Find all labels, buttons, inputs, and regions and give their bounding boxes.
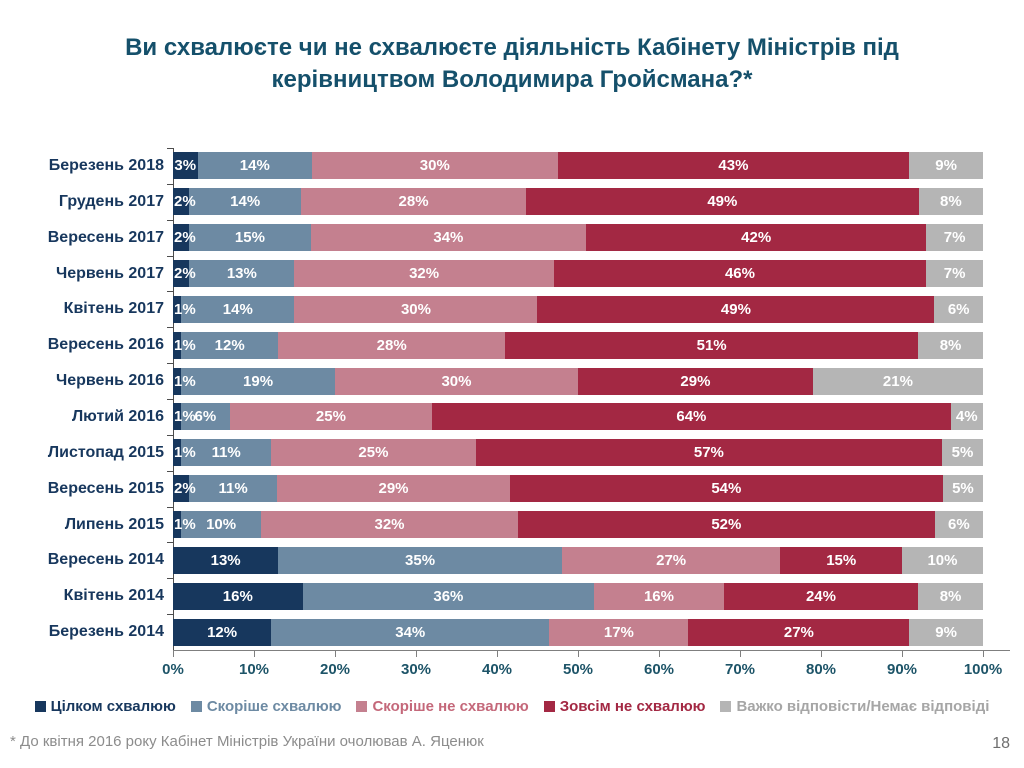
segment-value-label: 8% [939, 587, 962, 605]
legend-item [720, 698, 989, 715]
legend-item [191, 698, 342, 715]
legend-label: Важко відповісти/Немає відповіді [736, 698, 990, 715]
segment-value-label: 32% [409, 265, 440, 282]
bar-segment [173, 188, 196, 215]
bar-row [10, 148, 983, 184]
segment-value-label: 15% [826, 551, 857, 569]
axis-tick [416, 651, 417, 657]
segment-value-label: 1% [174, 444, 196, 462]
axis-tick [902, 651, 903, 657]
bar-segment [432, 403, 950, 430]
bar-chart-rows [10, 148, 983, 650]
segment-value-label: 2% [174, 229, 196, 247]
category-label: Березень 2018 [48, 156, 164, 174]
segment-value-label: 19% [243, 372, 274, 390]
segment-value-label: 14% [239, 157, 270, 175]
bar-track [173, 332, 983, 359]
bar-segment [173, 296, 196, 323]
segment-value-label: 6% [194, 408, 217, 426]
segment-value-label: 32% [374, 516, 405, 534]
segment-value-label: 1% [174, 336, 196, 354]
segment-value-label: 9% [935, 623, 957, 641]
axis-tick [983, 651, 984, 657]
segment-value-label: 29% [378, 480, 409, 498]
bar-track [173, 439, 983, 466]
legend-label: Зовсім не схвалюю [559, 698, 706, 715]
bar-segment [311, 224, 586, 251]
segment-value-label: 1% [174, 408, 196, 426]
bar-segment [301, 188, 526, 215]
bar-row [10, 184, 983, 220]
bar-segment [909, 152, 983, 179]
bar-track [173, 368, 983, 395]
segment-value-label: 11% [211, 444, 241, 462]
segment-value-label: 13% [210, 551, 241, 569]
segment-value-label: 13% [226, 265, 257, 282]
segment-value-label: 9% [935, 157, 957, 175]
axis-tick [254, 651, 255, 657]
bar-row [10, 363, 983, 399]
segment-value-label: 51% [696, 336, 727, 354]
legend-label: Цілком схвалюю [50, 698, 176, 715]
segment-value-label: 2% [174, 480, 196, 498]
segment-value-label: 7% [943, 229, 966, 247]
segment-value-label: 34% [433, 229, 464, 247]
bar-segment [926, 260, 983, 287]
segment-value-label: 21% [882, 372, 913, 390]
segment-value-label: 14% [230, 193, 261, 211]
bar-segment [198, 152, 313, 179]
bar-segment [918, 583, 983, 610]
legend-item [356, 698, 528, 715]
segment-value-label: 12% [207, 623, 238, 641]
segment-value-label: 46% [724, 265, 755, 282]
bar-segment [173, 475, 196, 502]
bar-segment [173, 403, 196, 430]
bar-segment [526, 188, 919, 215]
bar-segment [271, 619, 549, 646]
bar-track [173, 403, 983, 430]
category-label: Липень 2015 [64, 515, 164, 533]
bar-segment [562, 547, 781, 574]
segment-value-label: 15% [234, 229, 265, 247]
bar-track [173, 475, 983, 502]
bar-row [10, 256, 983, 292]
bar-row [10, 399, 983, 435]
category-label: Червень 2017 [56, 264, 164, 282]
segment-value-label: 28% [376, 336, 407, 354]
segment-value-label: 54% [711, 480, 742, 498]
axis-tick [335, 651, 336, 657]
segment-value-label: 57% [693, 444, 724, 462]
segment-value-label: 25% [358, 444, 389, 462]
segment-value-label: 43% [718, 157, 749, 175]
bar-track [173, 152, 983, 179]
bar-segment [173, 583, 303, 610]
bar-segment [518, 511, 935, 538]
axis-tick [497, 651, 498, 657]
bar-segment [189, 475, 277, 502]
bar-segment [173, 260, 196, 287]
bar-segment [951, 403, 983, 430]
bar-track [173, 511, 983, 538]
axis-tick-label: 80% [805, 661, 837, 679]
axis-tick [578, 651, 579, 657]
segment-value-label: 8% [940, 193, 962, 211]
bar-segment [780, 547, 902, 574]
axis-tick-label: 0% [162, 661, 184, 679]
bar-segment [181, 368, 335, 395]
legend-label: Скоріше не схвалюю [372, 698, 529, 715]
segment-value-label: 4% [955, 408, 978, 426]
bar-segment [277, 475, 510, 502]
footnote: * До квітня 2016 року Кабінет Міністрів України очолював А. Яценюк [10, 733, 484, 750]
bar-row [10, 578, 983, 614]
legend-item [544, 698, 706, 715]
bar-segment [918, 332, 983, 359]
bar-segment [943, 475, 983, 502]
bar-row [10, 327, 983, 363]
segment-value-label: 28% [398, 193, 429, 211]
segment-value-label: 49% [707, 193, 738, 211]
segment-value-label: 49% [720, 300, 751, 318]
bar-segment [294, 260, 553, 287]
bar-segment [278, 332, 505, 359]
bar-segment [578, 368, 813, 395]
bar-track [173, 547, 983, 574]
segment-value-label: 35% [405, 551, 436, 569]
legend-marker-icon [191, 701, 202, 712]
bar-segment [558, 152, 910, 179]
bar-segment [902, 547, 983, 574]
bar-segment [554, 260, 927, 287]
bar-segment [594, 583, 724, 610]
category-label: Лютий 2016 [71, 407, 164, 425]
segment-value-label: 5% [952, 480, 974, 498]
x-axis-ticks [162, 651, 1003, 685]
bar-row [10, 435, 983, 471]
bar-segment [724, 583, 918, 610]
bar-segment [173, 439, 196, 466]
bar-chart [10, 148, 1003, 685]
bar-segment [271, 439, 476, 466]
page-number: 18 [992, 735, 1010, 752]
bar-row [10, 291, 983, 327]
bar-track [173, 583, 983, 610]
segment-value-label: 30% [419, 157, 450, 175]
axis-tick-label: 70% [724, 661, 756, 679]
segment-value-label: 5% [951, 444, 974, 462]
bar-track [173, 619, 983, 646]
bar-track [173, 296, 983, 323]
bar-row [10, 507, 983, 543]
bar-segment [303, 583, 595, 610]
bar-segment [230, 403, 433, 430]
axis-tick [173, 651, 174, 657]
x-axis [162, 650, 1010, 685]
legend-marker-icon [35, 701, 46, 712]
bar-segment [261, 511, 518, 538]
bar-segment [586, 224, 926, 251]
bar-segment [173, 368, 196, 395]
axis-tick-label: 60% [643, 661, 675, 679]
bar-track [173, 260, 983, 287]
category-label: Вересень 2015 [47, 479, 164, 497]
segment-value-label: 1% [174, 300, 196, 318]
bar-track [173, 224, 983, 251]
bar-segment [189, 188, 301, 215]
bar-track [173, 188, 983, 215]
legend-label: Скоріше схвалюю [206, 698, 342, 715]
bar-segment [335, 368, 578, 395]
axis-tick-label: 20% [319, 661, 351, 679]
segment-value-label: 8% [939, 336, 962, 354]
category-label: Квітень 2014 [63, 587, 164, 605]
bar-segment [294, 296, 537, 323]
axis-tick [740, 651, 741, 657]
axis-tick-label: 40% [481, 661, 513, 679]
segment-value-label: 27% [783, 623, 814, 641]
axis-tick-label: 50% [562, 661, 594, 679]
bar-segment [173, 152, 198, 179]
slide-title: Ви схвалюєте чи не схвалюєте діяльність Кабінету Міністрів під керівництвом Володимира Гройсмана?* [125, 34, 899, 93]
segment-value-label: 7% [943, 265, 966, 282]
segment-value-label: 25% [315, 408, 346, 426]
segment-value-label: 1% [174, 516, 196, 534]
category-label: Квітень 2017 [63, 300, 164, 318]
bar-row [10, 220, 983, 256]
segment-value-label: 11% [218, 480, 248, 498]
axis-tick-label: 100% [963, 661, 1003, 679]
bar-segment [935, 511, 983, 538]
bar-row [10, 614, 983, 650]
segment-value-label: 29% [680, 372, 711, 390]
segment-value-label: 30% [441, 372, 472, 390]
axis-tick-label: 90% [886, 661, 918, 679]
bar-segment [549, 619, 688, 646]
bar-segment [173, 511, 196, 538]
bar-segment [476, 439, 942, 466]
bar-segment [189, 260, 294, 287]
segment-value-label: 10% [927, 551, 958, 569]
segment-value-label: 3% [174, 157, 197, 175]
bar-segment [919, 188, 983, 215]
segment-value-label: 64% [676, 408, 707, 426]
axis-tick-label: 10% [238, 661, 270, 679]
segment-value-label: 6% [948, 516, 970, 534]
bar-segment [173, 619, 271, 646]
category-label: Листопад 2015 [47, 443, 164, 461]
bar-segment [537, 296, 934, 323]
category-label: Березень 2014 [48, 623, 164, 641]
segment-value-label: 42% [741, 229, 772, 247]
bar-segment [173, 224, 196, 251]
axis-tick [821, 651, 822, 657]
bar-segment [181, 296, 294, 323]
category-label: Вересень 2014 [47, 551, 164, 569]
legend-marker-icon [544, 701, 555, 712]
segment-value-label: 36% [433, 587, 464, 605]
bar-segment [926, 224, 983, 251]
legend-marker-icon [356, 701, 367, 712]
legend-marker-icon [720, 701, 731, 712]
segment-value-label: 14% [222, 300, 253, 318]
segment-value-label: 16% [222, 587, 253, 605]
segment-value-label: 52% [711, 516, 742, 534]
bar-row [10, 542, 983, 578]
bar-segment [312, 152, 557, 179]
segment-value-label: 27% [656, 551, 687, 569]
category-label: Вересень 2016 [47, 336, 164, 354]
segment-value-label: 6% [947, 300, 970, 318]
segment-value-label: 1% [174, 372, 196, 390]
bar-segment [688, 619, 909, 646]
segment-value-label: 10% [206, 516, 237, 534]
axis-tick [659, 651, 660, 657]
bar-segment [505, 332, 918, 359]
segment-value-label: 17% [603, 623, 634, 641]
segment-value-label: 16% [643, 587, 674, 605]
segment-value-label: 2% [174, 193, 196, 211]
bar-segment [173, 332, 196, 359]
category-label: Грудень 2017 [58, 192, 164, 210]
bar-segment [813, 368, 983, 395]
bar-segment [189, 224, 311, 251]
axis-tick-label: 30% [400, 661, 432, 679]
segment-value-label: 24% [805, 587, 836, 605]
bar-segment [510, 475, 943, 502]
chart-legend [0, 698, 1024, 715]
legend-item [35, 698, 176, 715]
segment-value-label: 12% [214, 336, 245, 354]
bar-segment [909, 619, 983, 646]
segment-value-label: 30% [400, 300, 431, 318]
category-label: Червень 2016 [56, 372, 164, 390]
category-label: Вересень 2017 [47, 228, 164, 246]
bar-row [10, 471, 983, 507]
bar-segment [934, 296, 983, 323]
bar-segment [278, 547, 562, 574]
bar-segment [173, 547, 278, 574]
segment-value-label: 2% [174, 265, 196, 282]
bar-segment [942, 439, 983, 466]
segment-value-label: 34% [395, 623, 426, 641]
